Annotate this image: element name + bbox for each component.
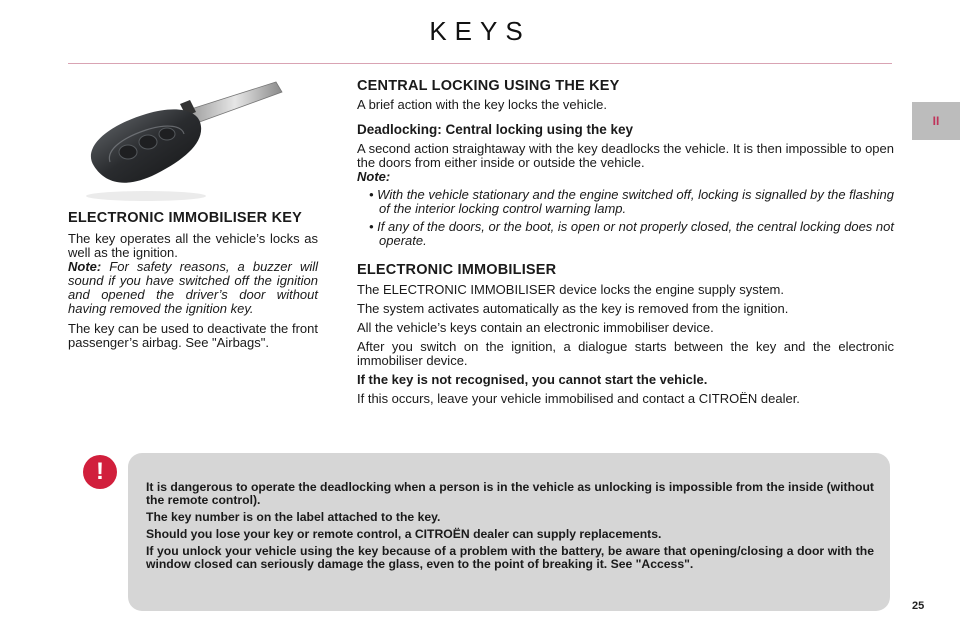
note-bullet: • If any of the doors, or the boot, is open or not properly closed, the central locking does not operate. — [369, 219, 894, 248]
header-divider — [68, 63, 892, 64]
immobiliser-text: After you switch on the ignition, a dialogue starts between the key and the electronic immobiliser device. — [357, 339, 894, 368]
immobiliser-text: All the vehicle’s keys contain an electronic immobiliser device. — [357, 320, 714, 335]
warning-line: If you unlock your vehicle using the key because of a problem with the battery, be aware that opening/closing a door with the window closed can seriously damage the glass, even to the point of breaking it. See "Access". — [146, 544, 874, 571]
note-bullet: • With the vehicle stationary and the engine switched off, locking is signalled by the flashing of the interior locking control warning lamp. — [369, 187, 894, 216]
exclamation-icon: ! — [83, 455, 117, 489]
key-intro-text: The key operates all the vehicle’s locks as well as the ignition. — [68, 231, 318, 260]
central-locking-heading: CENTRAL LOCKING USING THE KEY — [357, 78, 620, 94]
deadlocking-note-label: Note: — [357, 169, 391, 184]
page-title: KEYS — [429, 16, 531, 46]
deadlocking-heading: Deadlocking: Central locking using the key — [357, 122, 634, 137]
immobiliser-key-heading: ELECTRONIC IMMOBILISER KEY — [68, 210, 302, 226]
note-label: Note: — [68, 259, 102, 274]
warning-line: Should you lose your key or remote control, a CITROËN dealer can supply replacements. — [146, 527, 662, 541]
key-fob-image — [76, 78, 286, 208]
immobiliser-text: The ELECTRONIC IMMOBILISER device locks the engine supply system. — [357, 282, 784, 297]
immobiliser-heading: ELECTRONIC IMMOBILISER — [357, 262, 557, 278]
immobiliser-warning-text: If the key is not recognised, you cannot start the vehicle. — [357, 372, 708, 387]
section-tab[interactable]: II — [912, 102, 960, 140]
central-locking-text: A brief action with the key locks the vehicle. — [357, 97, 608, 112]
immobiliser-text: The system activates automatically as the key is removed from the ignition. — [357, 301, 789, 316]
key-note — [68, 260, 318, 316]
warning-text-block — [146, 481, 874, 575]
left-column — [68, 210, 318, 350]
warning-line: The key number is on the label attached to the key. — [146, 510, 441, 524]
immobiliser-dealer-text: If this occurs, leave your vehicle immobilised and contact a CITROËN dealer. — [357, 391, 800, 406]
right-column — [357, 78, 894, 406]
airbag-text: The key can be used to deactivate the front passenger’s airbag. See "Airbags". — [68, 321, 318, 350]
warning-line: It is dangerous to operate the deadlocking when a person is in the vehicle as unlocking is impossible from the inside (without the remote control). — [146, 480, 874, 507]
note-text: For safety reasons, a buzzer will sound if you have switched off the ignition and opened the driver’s door without having removed the ignition key. — [68, 259, 318, 316]
page-number: 25 — [912, 600, 925, 612]
deadlocking-text: A second action straightaway with the key deadlocks the vehicle. It is then impossible to open the doors from either inside or outside the vehicle. — [357, 141, 894, 170]
